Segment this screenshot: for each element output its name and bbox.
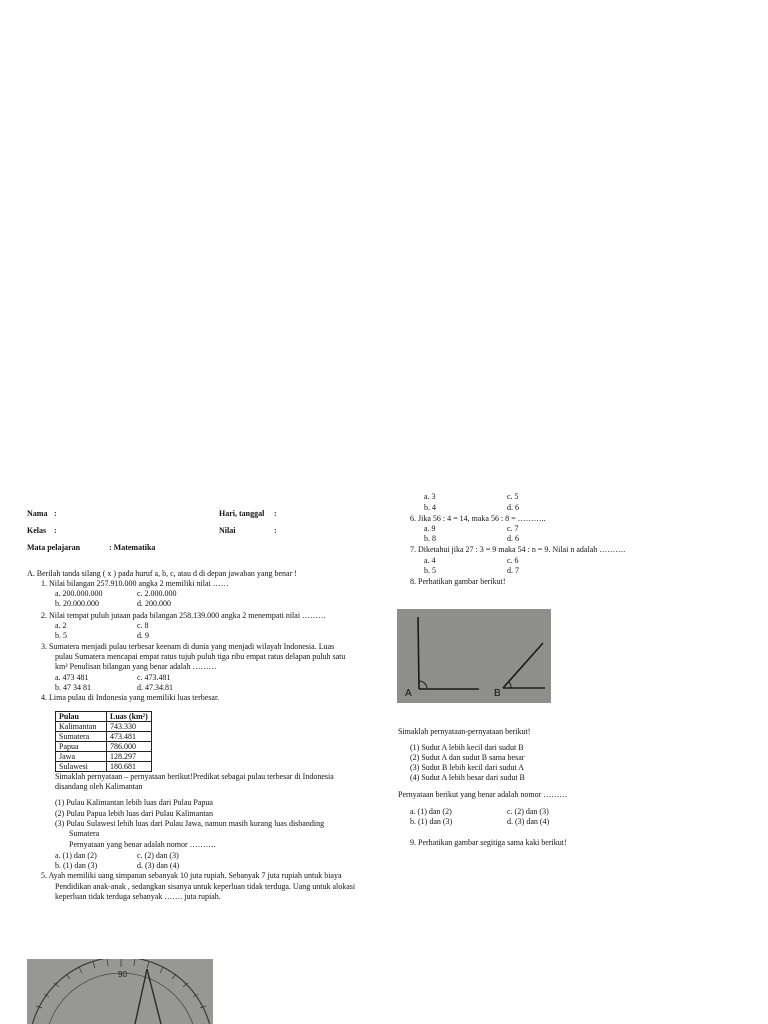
angle-photo bbox=[397, 609, 551, 703]
q5-option-b: b. 4 bbox=[424, 503, 436, 512]
table-cell-pulau: Kalimantan bbox=[56, 722, 107, 732]
q4-statement-1: (1) Pulau Kalimantan lebih luas dari Pulau Papua bbox=[55, 798, 213, 807]
nilai-label: Nilai bbox=[219, 526, 236, 535]
q4-after-1: Simaklah pernyataan – pernyataan berikut!Predikat sebagai pulau terbesar di Indonesia bbox=[55, 772, 334, 781]
q8-question: Pernyataan berikut yang benar adalah nomor ……… bbox=[398, 790, 568, 799]
q8-option-a: a. (1) dan (2) bbox=[410, 807, 452, 816]
q4-after-2: disandang oleh Kalimantan bbox=[55, 782, 143, 791]
q3-option-a: a. 473 481 bbox=[55, 673, 89, 682]
table-cell-luas: 473.481 bbox=[107, 732, 152, 742]
q5-line-2: Pendidikan anak-anak , sedangkan sisanya untuk keperluan tidak terduga. Uang untuk alokasi bbox=[55, 882, 356, 891]
angle-label-a: A bbox=[405, 688, 412, 699]
q3-line-3: km² Penulisan bilangan yang benar adalah ……… bbox=[55, 662, 217, 671]
q8-text: 8. Perhatikan gambar berikut! bbox=[410, 577, 506, 586]
protractor-photo bbox=[27, 959, 213, 1024]
q3-option-d: d. 47.34.81 bbox=[137, 683, 173, 692]
q3-option-c: c. 473.481 bbox=[137, 673, 171, 682]
table-header-luas: Luas (km²) bbox=[107, 712, 152, 722]
table-cell-luas: 180.681 bbox=[107, 762, 152, 772]
q5-option-d: d. 6 bbox=[507, 503, 519, 512]
q5-line-3: keperluan tidak terduga sebanyak ……. juta rupiah. bbox=[55, 892, 221, 901]
table-cell-luas: 743.330 bbox=[107, 722, 152, 732]
q8-statement-1: (1) Sudut A lebih kecil dari sudut B bbox=[410, 743, 524, 752]
q4-statement-3-cont: Sumatera bbox=[69, 829, 100, 838]
mapel-value: : Matematika bbox=[109, 543, 156, 552]
q2-option-c: c. 8 bbox=[137, 621, 149, 630]
q9-text: 9. Perhatikan gambar segitiga sama kaki berikut! bbox=[410, 838, 567, 847]
table-header-pulau: Pulau bbox=[56, 712, 107, 722]
angle-drawing bbox=[397, 609, 551, 703]
q4-question: Pernyataan yang benar adalah nomor ………. bbox=[69, 840, 216, 849]
q8-statement-3: (3) Sudut B lebih kecil dari sudut A bbox=[410, 763, 524, 772]
kelas-label: Kelas bbox=[27, 526, 47, 535]
angle-label-b: B bbox=[494, 688, 501, 699]
q3-option-b: b. 47 34 81 bbox=[55, 683, 91, 692]
q4-statement-2: (2) Pulau Papua lebih luas dari Pulau Kalimantan bbox=[55, 809, 213, 818]
q8-statement-2: (2) Sudut A dan sudut B sama besar bbox=[410, 753, 525, 762]
q4-statement-3: (3) Pulau Sulawesi lebih luas dari Pulau Jawa, namun masih kurang luas disbanding bbox=[55, 819, 325, 828]
q4-option-d: d. (3) dan (4) bbox=[137, 861, 180, 870]
q6-text: 6. Jika 56 : 4 = 14, maka 56 : 8 = ……….. bbox=[410, 514, 546, 523]
kelas-colon: : bbox=[54, 526, 57, 535]
table-cell-pulau: Sumatera bbox=[56, 732, 107, 742]
q1-option-c: c. 2.000.000 bbox=[137, 589, 177, 598]
q6-option-c: c. 7 bbox=[507, 524, 519, 533]
q6-option-d: d. 6 bbox=[507, 534, 519, 543]
island-area-table bbox=[55, 711, 152, 772]
q4-text: 4. Lima pulau di Indonesia yang memiliki luas terbesar. bbox=[41, 693, 220, 702]
table-cell-pulau: Sulawesi bbox=[56, 762, 107, 772]
q5-option-a: a. 3 bbox=[424, 492, 436, 501]
q8-intro: Simaklah pernyataan-pernyataan berikut! bbox=[398, 727, 531, 736]
nama-label: Nama bbox=[27, 509, 48, 518]
q3-line-2: pulau Sumatera mencapai empat ratus tujuh puluh tiga ribu empat ratus delapan puluh satu bbox=[55, 652, 346, 661]
q7-option-c: c. 6 bbox=[507, 556, 519, 565]
q2-option-a: a. 2 bbox=[55, 621, 67, 630]
q5-line-1: 5. Ayah memiliki uang simpanan sebanyak 10 juta rupiah. Sebanyak 7 juta rupiah untuk biaya bbox=[41, 871, 342, 880]
q5-option-c: c. 5 bbox=[507, 492, 519, 501]
q2-option-d: d. 9 bbox=[137, 631, 149, 640]
q7-option-b: b. 5 bbox=[424, 566, 436, 575]
table-cell-pulau: Papua bbox=[56, 742, 107, 752]
table-row bbox=[56, 752, 152, 762]
q7-option-a: a. 4 bbox=[424, 556, 436, 565]
q1-option-d: d. 200.000 bbox=[137, 599, 171, 608]
protractor-label-90: 90 bbox=[118, 970, 127, 979]
q8-option-b: b. (1) dan (3) bbox=[410, 817, 453, 826]
q6-option-a: a. 9 bbox=[424, 524, 436, 533]
mapel-label: Mata pelajaran bbox=[27, 543, 81, 552]
section-a-instruction: A. Berilah tanda silang ( x ) pada huruf a, b, c, atau d di depan jawaban yang benar ! bbox=[27, 569, 297, 578]
q8-option-d: d. (3) dan (4) bbox=[507, 817, 550, 826]
table-cell-luas: 128.297 bbox=[107, 752, 152, 762]
q8-option-c: c. (2) dan (3) bbox=[507, 807, 549, 816]
hari-colon: : bbox=[274, 509, 277, 518]
q2-option-b: b. 5 bbox=[55, 631, 67, 640]
q1-text: 1. Nilai bilangan 257.910.000 angka 2 memiliki nilai …… bbox=[41, 579, 229, 588]
q8-statement-4: (4) Sudut A lebih besar dari sudut B bbox=[410, 773, 525, 782]
table-row bbox=[56, 742, 152, 752]
q4-option-a: a. (1) dan (2) bbox=[55, 851, 97, 860]
q3-line-1: 3. Sumatera menjadi pulau terbesar keenam di dunia yang menjadi wilayah Indonesia. Luas bbox=[41, 642, 335, 651]
table-cell-pulau: Jawa bbox=[56, 752, 107, 762]
table-row bbox=[56, 762, 152, 772]
table-row bbox=[56, 722, 152, 732]
table-row bbox=[56, 732, 152, 742]
q4-option-c: c. (2) dan (3) bbox=[137, 851, 179, 860]
hari-label: Hari, tanggal bbox=[219, 509, 265, 518]
q2-text: 2. Nilai tempat puluh jutaan pada bilangan 258.139.000 angka 2 menempati nilai ……… bbox=[41, 611, 327, 620]
q6-option-b: b. 8 bbox=[424, 534, 436, 543]
q4-option-b: b. (1) dan (3) bbox=[55, 861, 98, 870]
q1-option-a: a. 200.000.000 bbox=[55, 589, 103, 598]
q7-text: 7. Diketahui jika 27 : 3 = 9 maka 54 : n = 9. Nilai n adalah ………. bbox=[410, 545, 626, 554]
q7-option-d: d. 7 bbox=[507, 566, 519, 575]
table-cell-luas: 786.000 bbox=[107, 742, 152, 752]
table-header-row bbox=[56, 712, 152, 722]
nama-colon: : bbox=[54, 509, 57, 518]
nilai-colon: : bbox=[274, 526, 277, 535]
protractor-drawing bbox=[27, 959, 213, 1024]
q1-option-b: b. 20.000.000 bbox=[55, 599, 99, 608]
